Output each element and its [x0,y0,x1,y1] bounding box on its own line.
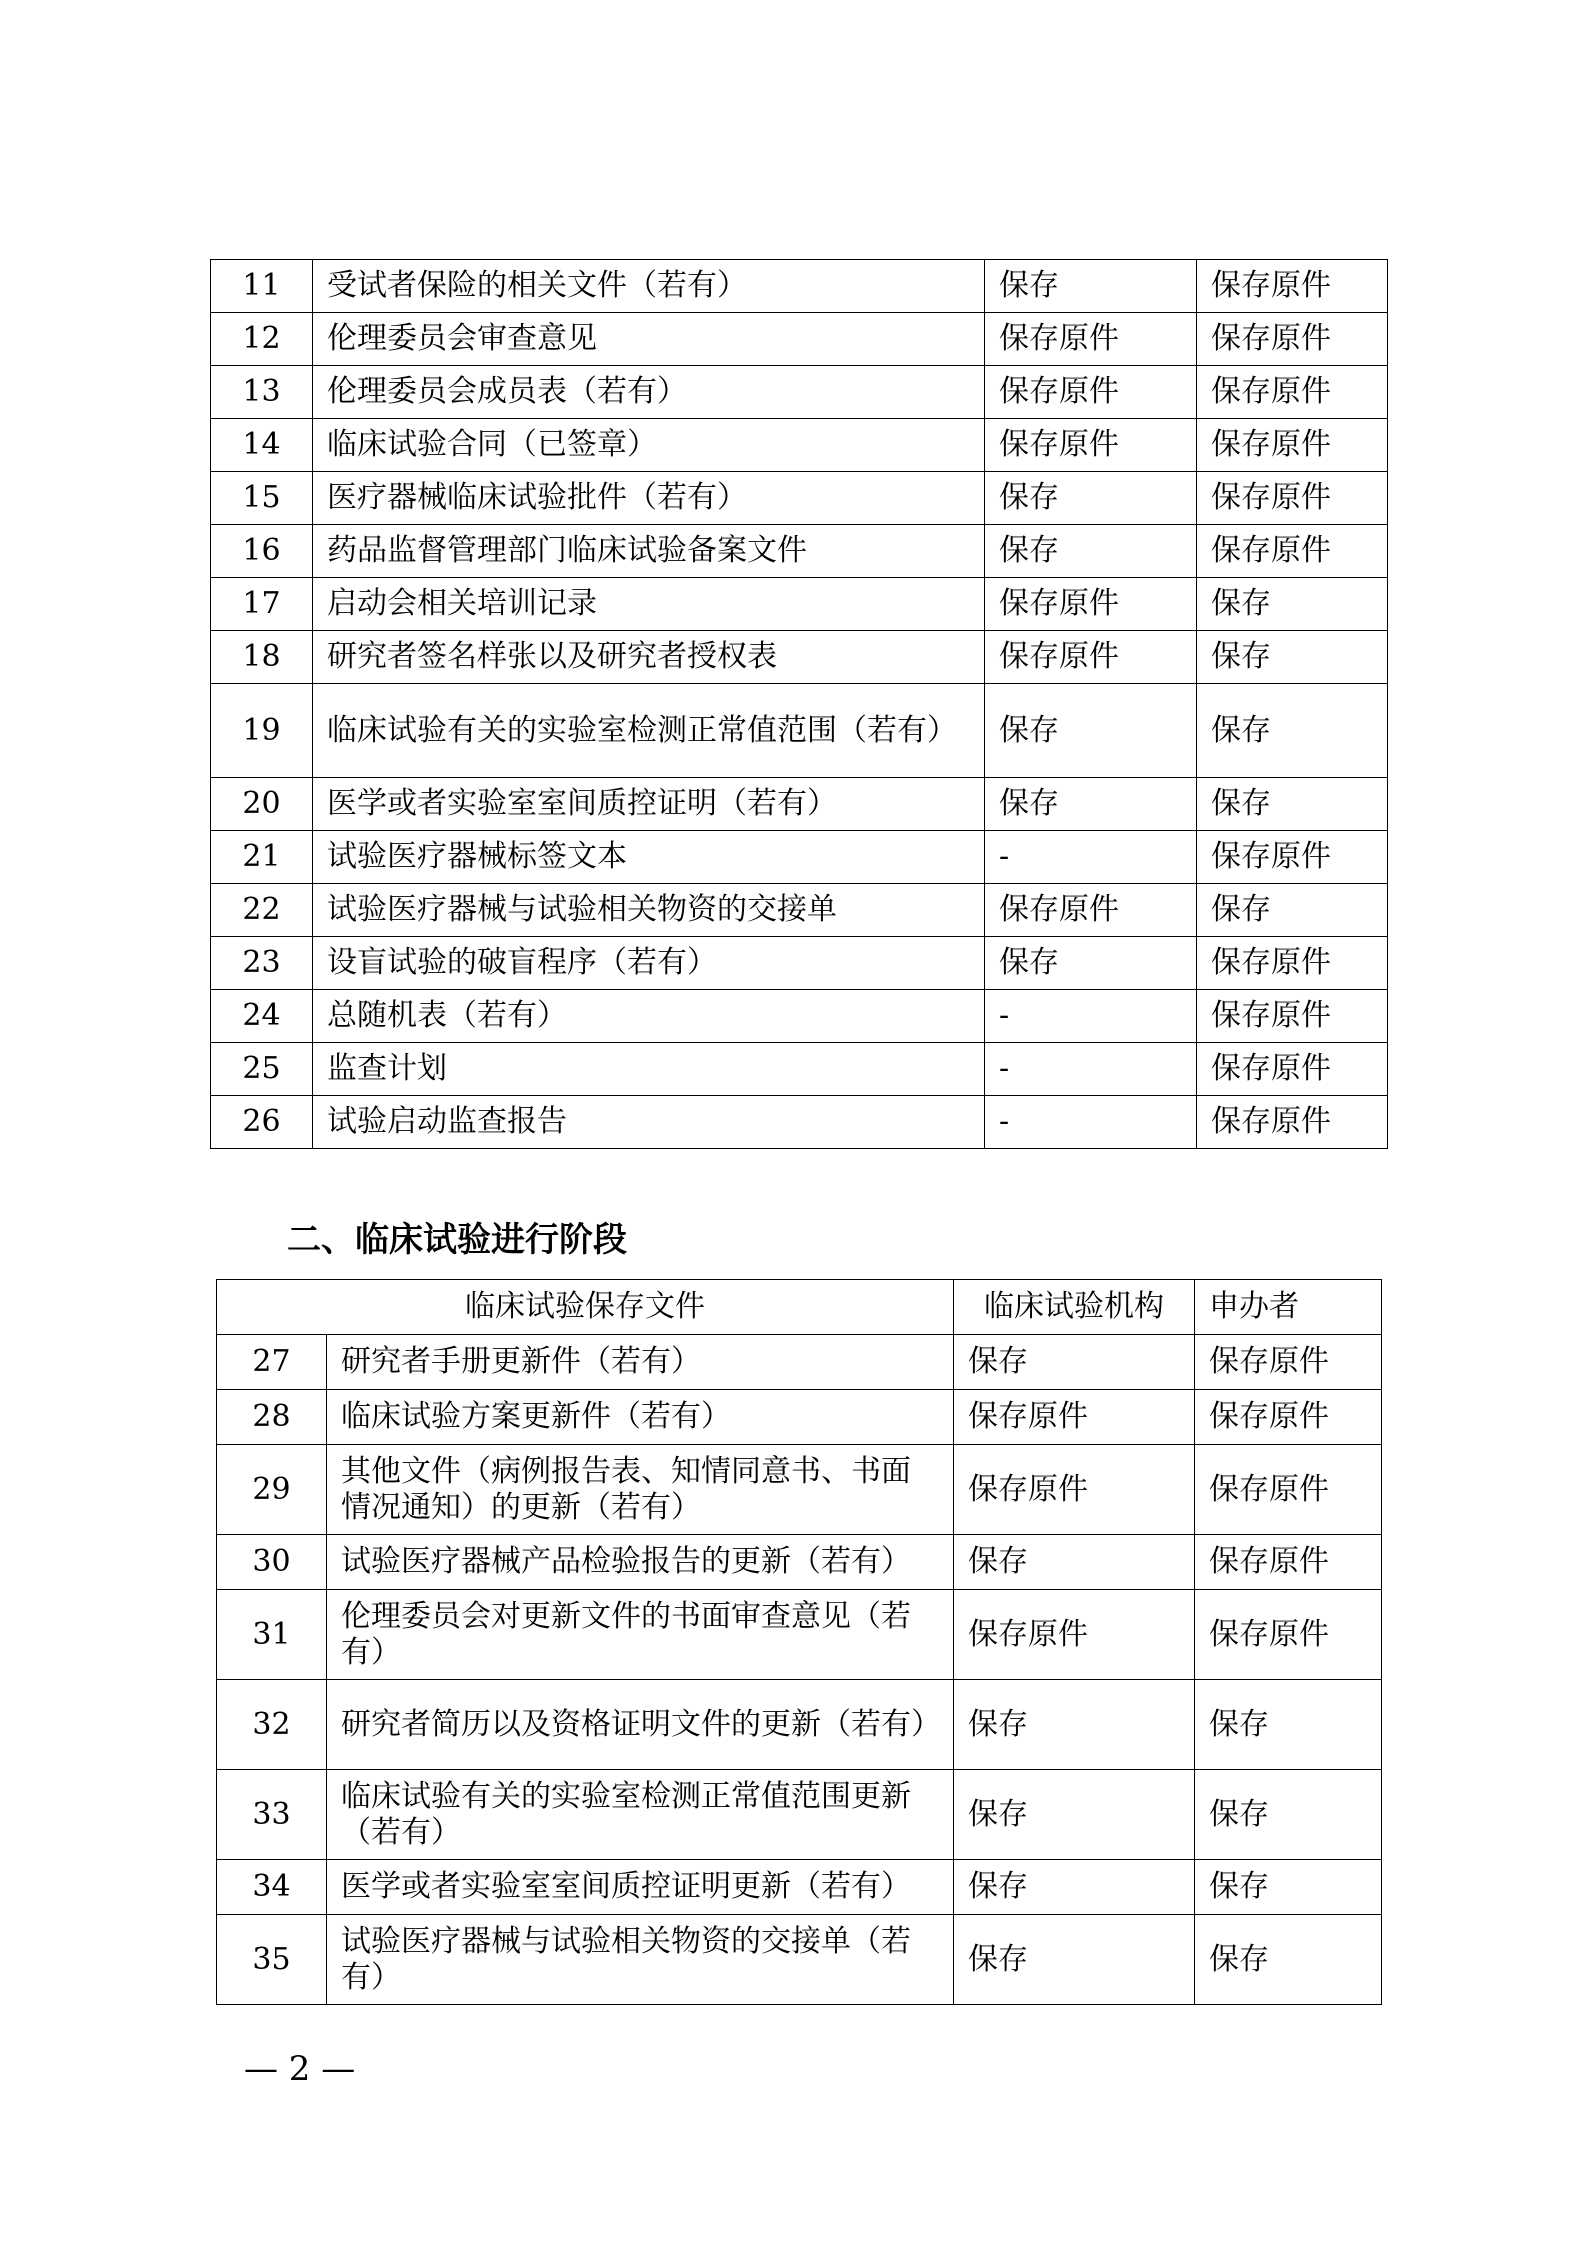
table-row [217,1915,1382,2005]
document-name: 研究者手册更新件（若有） [327,1335,954,1390]
institution-storage: 保存原件 [985,884,1197,937]
sponsor-storage: 保存原件 [1195,1590,1382,1680]
sponsor-storage: 保存 [1197,684,1388,778]
table-row [211,884,1388,937]
table-header-row [217,1280,1382,1335]
institution-storage: 保存原件 [954,1390,1195,1445]
table-row [211,631,1388,684]
sponsor-storage: 保存原件 [1197,260,1388,313]
document-name: 临床试验有关的实验室检测正常值范围（若有） [313,684,985,778]
table-row [211,472,1388,525]
institution-storage: 保存原件 [985,313,1197,366]
document-name: 伦理委员会审查意见 [313,313,985,366]
table-row [217,1335,1382,1390]
document-name: 受试者保险的相关文件（若有） [313,260,985,313]
sponsor-storage: 保存 [1197,778,1388,831]
table-row [211,525,1388,578]
row-number: 12 [211,313,313,366]
sponsor-storage: 保存 [1195,1860,1382,1915]
document-table-initial-stage [210,259,1388,1149]
document-name: 伦理委员会成员表（若有） [313,366,985,419]
sponsor-storage: 保存 [1197,631,1388,684]
table-row [211,1043,1388,1096]
sponsor-storage: 保存原件 [1195,1390,1382,1445]
table2-body [217,1280,1382,2005]
row-number: 31 [217,1590,327,1680]
row-number: 27 [217,1335,327,1390]
document-name: 药品监督管理部门临床试验备案文件 [313,525,985,578]
sponsor-storage: 保存原件 [1197,1096,1388,1149]
document-name: 医学或者实验室室间质控证明更新（若有） [327,1860,954,1915]
row-number: 16 [211,525,313,578]
document-name: 试验医疗器械标签文本 [313,831,985,884]
institution-storage: 保存原件 [985,366,1197,419]
row-number: 25 [211,1043,313,1096]
table-row [211,313,1388,366]
sponsor-storage: 保存原件 [1195,1445,1382,1535]
document-name: 研究者简历以及资格证明文件的更新（若有） [327,1680,954,1770]
sponsor-storage: 保存原件 [1197,937,1388,990]
row-number: 14 [211,419,313,472]
table-row [211,578,1388,631]
document-name: 设盲试验的破盲程序（若有） [313,937,985,990]
row-number: 24 [211,990,313,1043]
institution-storage: 保存原件 [985,631,1197,684]
institution-storage: - [985,990,1197,1043]
row-number: 20 [211,778,313,831]
section-heading: 二、临床试验进行阶段 [287,1220,627,1260]
table-row [217,1680,1382,1770]
institution-storage: 保存原件 [954,1445,1195,1535]
table-row [217,1390,1382,1445]
sponsor-storage: 保存 [1197,578,1388,631]
table-row [211,260,1388,313]
header-sponsor: 申办者 [1195,1280,1382,1335]
document-name: 医疗器械临床试验批件（若有） [313,472,985,525]
row-number: 13 [211,366,313,419]
row-number: 21 [211,831,313,884]
table-row [217,1535,1382,1590]
document-name: 临床试验合同（已签章） [313,419,985,472]
document-name: 总随机表（若有） [313,990,985,1043]
sponsor-storage: 保存 [1195,1915,1382,2005]
document-name: 试验医疗器械与试验相关物资的交接单 [313,884,985,937]
table-row [217,1590,1382,1680]
institution-storage: 保存 [985,778,1197,831]
row-number: 32 [217,1680,327,1770]
table1-body [211,260,1388,1149]
institution-storage: 保存 [985,472,1197,525]
row-number: 11 [211,260,313,313]
document-name: 试验医疗器械与试验相关物资的交接单（若有） [327,1915,954,2005]
sponsor-storage: 保存 [1195,1770,1382,1860]
institution-storage: 保存 [954,1860,1195,1915]
table-row [217,1770,1382,1860]
table-row [211,684,1388,778]
row-number: 15 [211,472,313,525]
table-row [217,1860,1382,1915]
table-row [211,1096,1388,1149]
sponsor-storage: 保存原件 [1197,313,1388,366]
sponsor-storage: 保存原件 [1197,525,1388,578]
institution-storage: 保存 [954,1680,1195,1770]
row-number: 34 [217,1860,327,1915]
table-row [211,990,1388,1043]
header-documents: 临床试验保存文件 [217,1280,954,1335]
header-institution: 临床试验机构 [954,1280,1195,1335]
document-name: 研究者签名样张以及研究者授权表 [313,631,985,684]
document-name: 启动会相关培训记录 [313,578,985,631]
institution-storage: - [985,1096,1197,1149]
institution-storage: 保存 [985,937,1197,990]
row-number: 18 [211,631,313,684]
row-number: 26 [211,1096,313,1149]
row-number: 29 [217,1445,327,1535]
table-row [211,831,1388,884]
institution-storage: 保存 [985,260,1197,313]
row-number: 30 [217,1535,327,1590]
institution-storage: 保存 [954,1335,1195,1390]
document-table-ongoing-stage [216,1279,1382,2005]
table-row [211,419,1388,472]
sponsor-storage: 保存原件 [1197,472,1388,525]
document-name: 临床试验有关的实验室检测正常值范围更新（若有） [327,1770,954,1860]
institution-storage: 保存 [954,1770,1195,1860]
institution-storage: - [985,831,1197,884]
table-row [211,937,1388,990]
document-name: 监查计划 [313,1043,985,1096]
row-number: 28 [217,1390,327,1445]
institution-storage: 保存 [954,1535,1195,1590]
institution-storage: 保存原件 [985,419,1197,472]
table-row [211,778,1388,831]
sponsor-storage: 保存原件 [1197,1043,1388,1096]
institution-storage: - [985,1043,1197,1096]
table-row [217,1445,1382,1535]
row-number: 19 [211,684,313,778]
sponsor-storage: 保存原件 [1197,990,1388,1043]
row-number: 22 [211,884,313,937]
document-name: 试验启动监查报告 [313,1096,985,1149]
institution-storage: 保存 [985,684,1197,778]
sponsor-storage: 保存原件 [1197,366,1388,419]
table-row [211,366,1388,419]
institution-storage: 保存原件 [985,578,1197,631]
document-name: 其他文件（病例报告表、知情同意书、书面情况通知）的更新（若有） [327,1445,954,1535]
document-name: 医学或者实验室室间质控证明（若有） [313,778,985,831]
row-number: 33 [217,1770,327,1860]
sponsor-storage: 保存原件 [1197,419,1388,472]
page-number: — 2 — [244,2049,356,2089]
row-number: 35 [217,1915,327,2005]
document-name: 伦理委员会对更新文件的书面审查意见（若有） [327,1590,954,1680]
sponsor-storage: 保存 [1197,884,1388,937]
sponsor-storage: 保存原件 [1195,1335,1382,1390]
institution-storage: 保存原件 [954,1590,1195,1680]
sponsor-storage: 保存原件 [1197,831,1388,884]
institution-storage: 保存 [954,1915,1195,2005]
sponsor-storage: 保存 [1195,1680,1382,1770]
row-number: 17 [211,578,313,631]
institution-storage: 保存 [985,525,1197,578]
sponsor-storage: 保存原件 [1195,1535,1382,1590]
document-name: 试验医疗器械产品检验报告的更新（若有） [327,1535,954,1590]
row-number: 23 [211,937,313,990]
document-name: 临床试验方案更新件（若有） [327,1390,954,1445]
